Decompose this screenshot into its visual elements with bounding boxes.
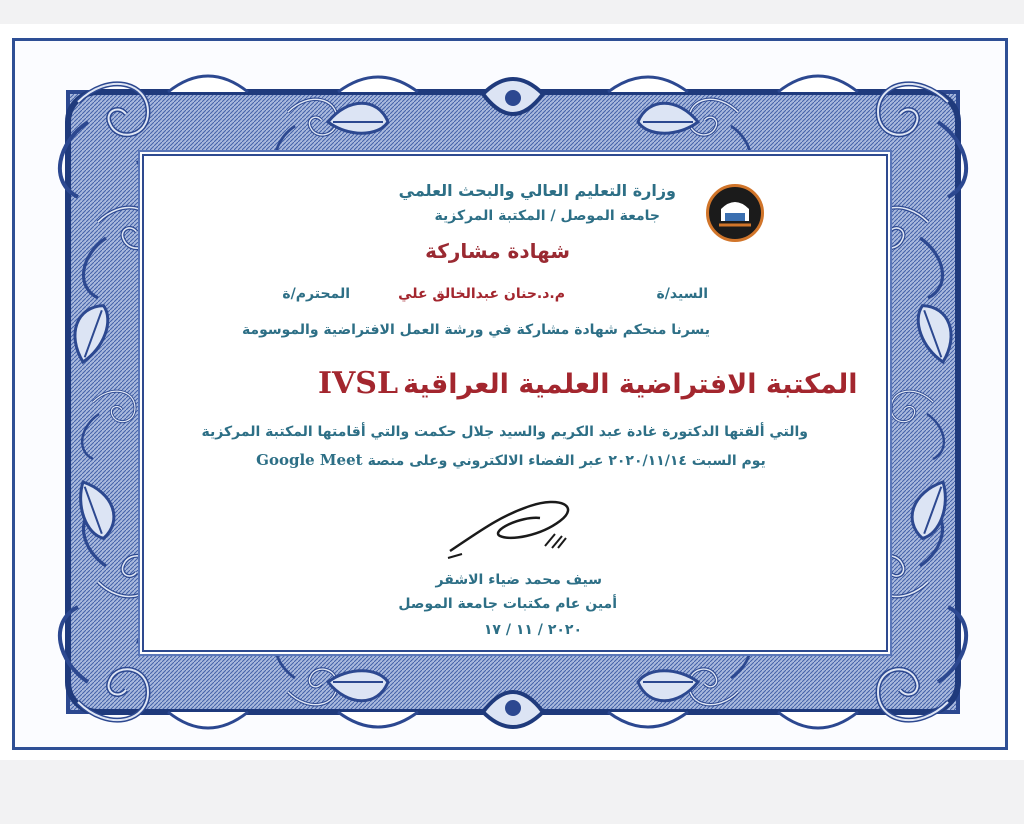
- library-title-arabic: المكتبة الافتراضية العلمية العراقية: [403, 369, 858, 400]
- recipient-name: م.د.حنان عبدالخالق علي: [398, 286, 565, 302]
- honorific-label: المحترم/ة: [282, 286, 350, 302]
- mr-label: السيد/ة: [656, 286, 708, 302]
- certificate-title: شهادة مشاركة: [425, 239, 570, 263]
- date-line: يوم السبت ٢٠٢٠/١١/١٤ عبر الفضاء الالكتروني وعلى منصة: [367, 453, 766, 469]
- library-title: [318, 366, 858, 410]
- university-logo-icon: [706, 184, 764, 242]
- platform-name: Google Meet: [256, 451, 363, 469]
- signatory-name: سيف محمد ضياء الاشقر: [435, 572, 602, 588]
- intro-text: يسرنا منحكم شهادة مشاركة في ورشة العمل الافتراضية والموسومة: [241, 322, 710, 338]
- signatory-title: أمين عام مكتبات جامعة الموصل: [398, 596, 617, 612]
- sign-date: ٢٠٢٠ / ١١ / ١٧: [483, 622, 582, 638]
- university-name: جامعة الموصل / المكتبة المركزية: [434, 208, 660, 224]
- date-platform-line: [226, 450, 796, 474]
- presenters-text: والتي ألقتها الدكتورة غادة عبد الكريم والسيد جلال حكمت والتي أقامتها المكتبة المركزية: [201, 424, 808, 440]
- library-acronym: IVSL: [318, 366, 399, 401]
- signature-icon: [440, 496, 590, 566]
- ministry-name: وزارة التعليم العالي والبحث العلمي: [398, 181, 676, 200]
